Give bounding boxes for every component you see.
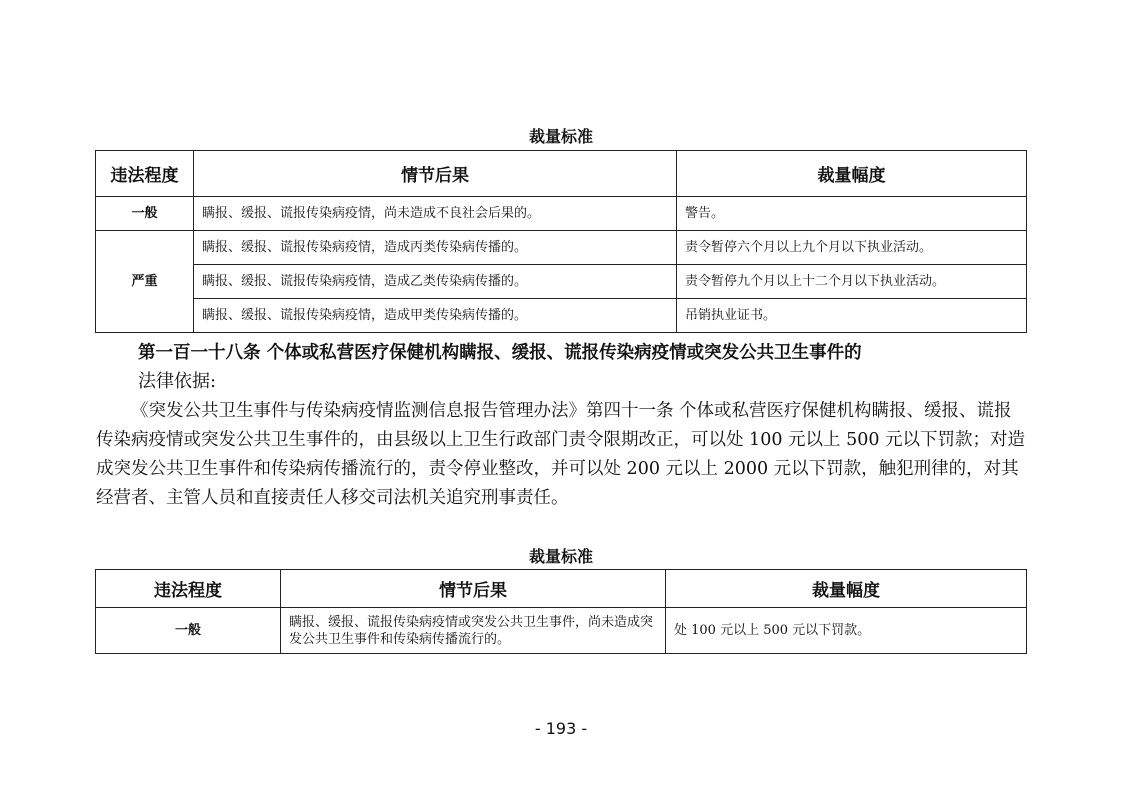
table1-caption: 裁量标准	[528, 127, 593, 146]
table-row	[96, 197, 1027, 231]
consequence-cell: 瞒报、缓报、谎报传染病疫情，造成甲类传染病传播的。	[194, 299, 677, 333]
consequence-cell: 瞒报、缓报、谎报传染病疫情，造成乙类传染病传播的。	[194, 265, 677, 299]
header-circumstances: 情节后果	[281, 570, 666, 608]
legal-basis-text: 《突发公共卫生事件与传染病疫情监测信息报告管理办法》第四十一条 个体或私营医疗保健机构瞒报、缓报、谎报传染病疫情或突发公共卫生事件的，由县级以上卫生行政部门责令限期改正，可以处 100 元以上 500 元以下罚款；对造成突发公共卫生事件和传染病传播流行的，责令停业整改，并可以处 200 元以上 2000 元以下罚款，触犯刑律的，对其经营者、主管人员和直接责任人移交司法机关追究刑事责任。	[96, 401, 1026, 508]
header-violation-level: 违法程度	[96, 570, 281, 608]
header-violation-level: 违法程度	[96, 151, 194, 197]
table-row	[96, 608, 1027, 654]
table-header-row	[96, 151, 1027, 197]
consequence-cell: 瞒报、缓报、谎报传染病疫情，造成丙类传染病传播的。	[194, 231, 677, 265]
consequence-cell: 瞒报、缓报、谎报传染病疫情或突发公共卫生事件，尚未造成突发公共卫生事件和传染病传播流行的。	[281, 608, 666, 654]
consequence-cell: 瞒报、缓报、谎报传染病疫情，尚未造成不良社会后果的。	[194, 197, 677, 231]
header-penalty-range: 裁量幅度	[666, 570, 1027, 608]
table2-caption: 裁量标准	[528, 547, 593, 566]
header-penalty-range: 裁量幅度	[677, 151, 1027, 197]
penalty-cell: 责令暂停六个月以上九个月以下执业活动。	[677, 231, 1027, 265]
penalty-cell: 警告。	[677, 197, 1027, 231]
level-cell: 一般	[96, 197, 194, 231]
table-row	[96, 265, 1027, 299]
level-cell: 严重	[96, 231, 194, 333]
penalty-cell: 处 100 元以上 500 元以下罚款。	[666, 608, 1027, 654]
level-cell: 一般	[96, 608, 281, 654]
table-row	[96, 231, 1027, 265]
page-number: - 193 -	[534, 719, 588, 738]
discretion-table-2	[95, 569, 1027, 654]
discretion-table-1	[95, 150, 1027, 333]
penalty-cell: 责令暂停九个月以上十二个月以下执业活动。	[677, 265, 1027, 299]
penalty-cell: 吊销执业证书。	[677, 299, 1027, 333]
table-row	[96, 299, 1027, 333]
header-circumstances: 情节后果	[194, 151, 677, 197]
table-header-row	[96, 570, 1027, 608]
legal-basis-label: 法律依据:	[138, 371, 217, 392]
article-heading: 第一百一十八条 个体或私营医疗保健机构瞒报、缓报、谎报传染病疫情或突发公共卫生事件的	[138, 343, 862, 363]
